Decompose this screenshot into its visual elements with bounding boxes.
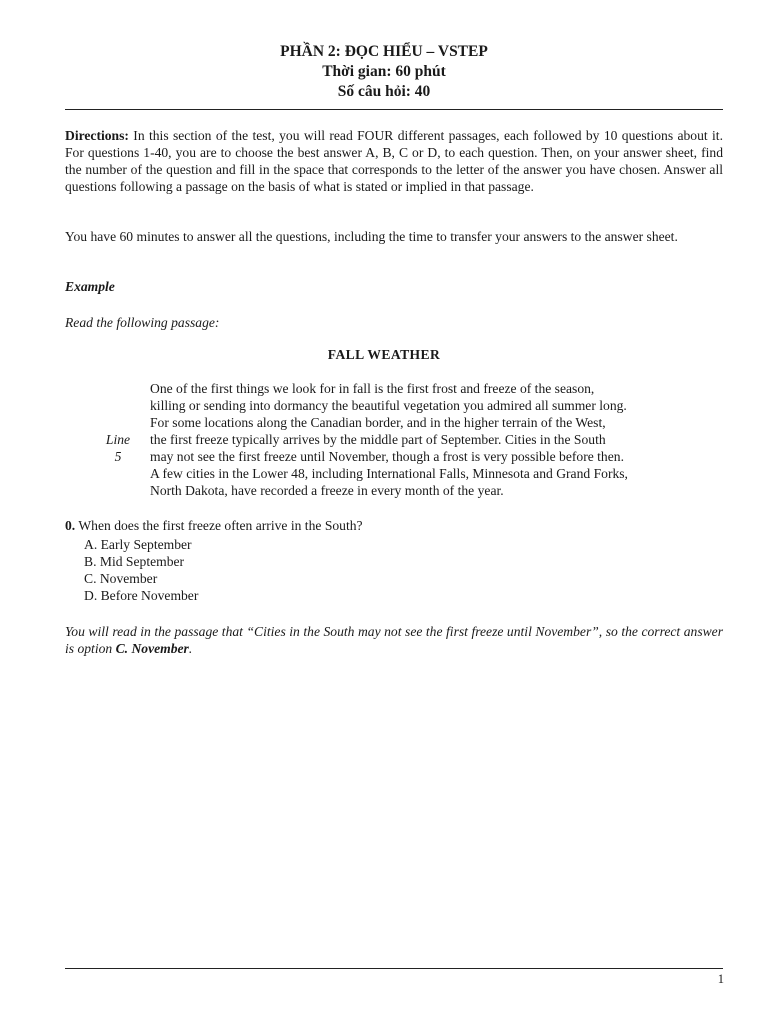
passage-line: the first freeze typically arrives by the middle part of September. Cities in the South bbox=[150, 432, 606, 447]
passage-line: North Dakota, have recorded a freeze in every month of the year. bbox=[150, 483, 504, 498]
passage-line: For some locations along the Canadian border, and in the higher terrain of the West, bbox=[150, 415, 606, 430]
example-heading: Example bbox=[65, 279, 115, 294]
footer-divider bbox=[65, 968, 723, 969]
page-header bbox=[0, 42, 768, 102]
passage-line: One of the first things we look for in fall is the first frost and freeze of the season, bbox=[150, 381, 595, 396]
directions-text: In this section of the test, you will read FOUR different passages, each followed by 10 questions about it. For questions 1-40, you are to choose the best answer A, B, C or D, to each question. Then, on your answer sheet, find the number of the question and fill in the space that corresponds to the letter of the answer you have chosen. Answer all questions following a passage on the basis of what is stated or implied in that passage. bbox=[65, 128, 723, 194]
page-number: 1 bbox=[717, 972, 724, 986]
header-divider bbox=[65, 109, 723, 110]
read-instruction: Read the following passage: bbox=[65, 315, 220, 330]
line-label: Line bbox=[105, 432, 131, 447]
explanation-end: . bbox=[188, 641, 193, 656]
line-number: 5 bbox=[114, 449, 122, 464]
option-d: D. Before November bbox=[84, 588, 199, 603]
directions-paragraph bbox=[65, 127, 723, 195]
answer-explanation bbox=[65, 623, 723, 657]
question-count: Số câu hỏi: 40 bbox=[337, 83, 431, 100]
directions-label: Directions: bbox=[65, 128, 129, 143]
answer-options bbox=[84, 536, 198, 604]
option-a: A. Early September bbox=[84, 537, 192, 552]
time-limit: Thời gian: 60 phút bbox=[322, 63, 446, 80]
section-title: PHẦN 2: ĐỌC HIỂU – VSTEP bbox=[280, 43, 488, 60]
passage-line: A few cities in the Lower 48, including International Falls, Minnesota and Grand Forks, bbox=[150, 466, 628, 481]
question-number: 0. bbox=[65, 518, 76, 533]
option-c: C. November bbox=[84, 571, 158, 586]
time-note: You have 60 minutes to answer all the questions, including the time to transfer your answers to the answer sheet. bbox=[65, 229, 678, 244]
line-marker bbox=[104, 431, 132, 465]
example-question bbox=[65, 517, 363, 534]
correct-answer: C. November bbox=[115, 641, 189, 656]
passage-line: may not see the first freeze until November, though a frost is very possible before then. bbox=[150, 449, 624, 464]
explanation-text: You will read in the passage that “Cities in the South may not see the first freeze until November”, so the correct answer is option bbox=[65, 624, 723, 656]
question-text: When does the first freeze often arrive in the South? bbox=[75, 518, 363, 533]
passage-title: FALL WEATHER bbox=[327, 347, 441, 362]
option-b: B. Mid September bbox=[84, 554, 185, 569]
passage-line: killing or sending into dormancy the beautiful vegetation you admired all summer long. bbox=[150, 398, 627, 413]
passage-text bbox=[150, 380, 685, 499]
